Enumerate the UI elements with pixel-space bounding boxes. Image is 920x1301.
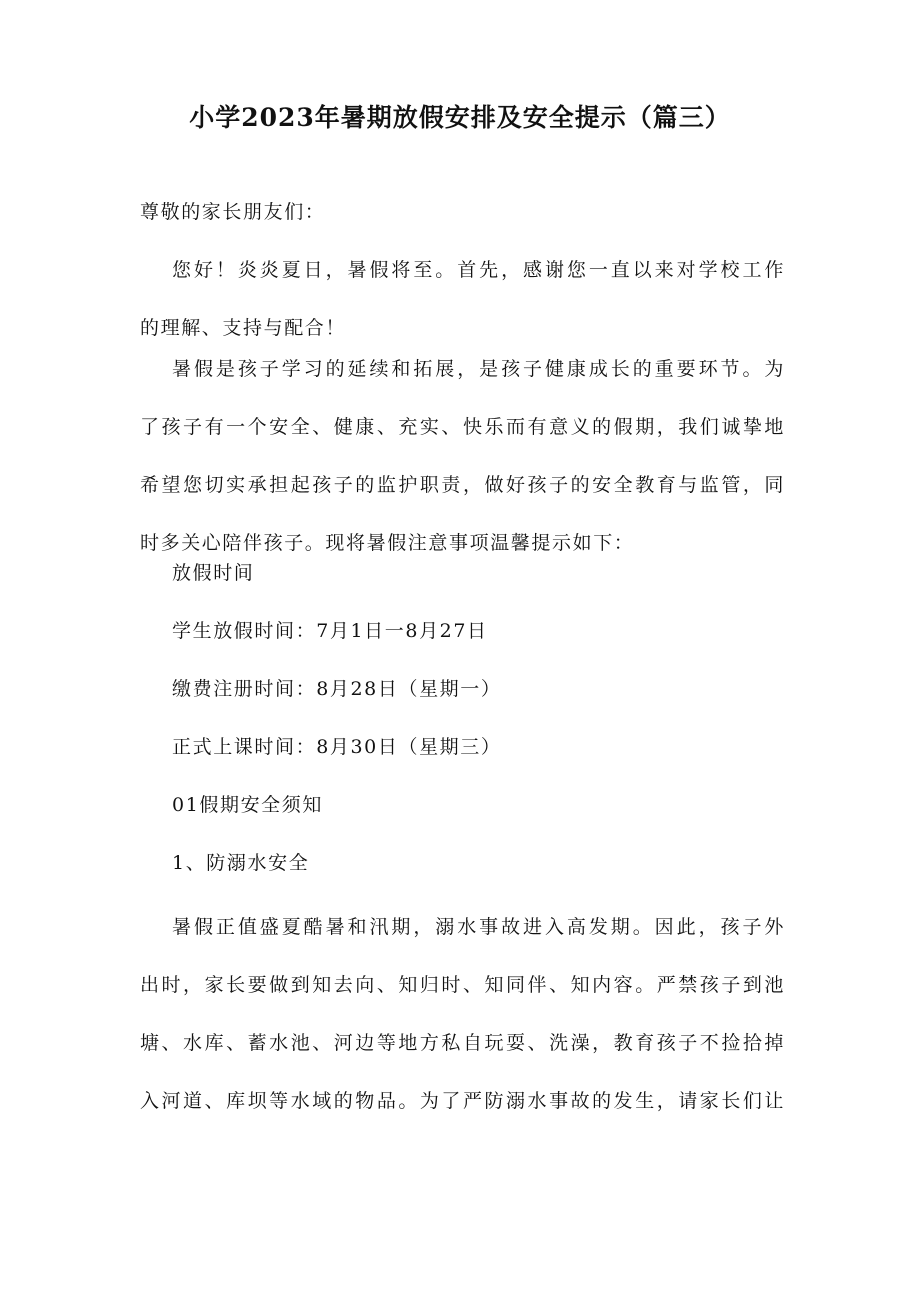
para2-line-2: 了孩子有一个安全、健康、充实、快乐而有意义的假期，我们诚挚地: [140, 416, 785, 438]
holiday-item-break: 学生放假时间：7月1日一8月27日: [172, 620, 488, 642]
holiday-item-class-start: 正式上课时间：8月30日（星期三）: [172, 736, 502, 758]
document-title: 小学2023年暑期放假安排及安全提示（篇三）: [189, 103, 731, 132]
para3-line-3: 塘、水库、蓄水池、河边等地方私自玩耍、洗澡，教育孩子不捡拾掉: [140, 1032, 785, 1054]
holiday-item-registration: 缴费注册时间：8月28日（星期一）: [172, 678, 502, 700]
para2-line-1: 暑假是孩子学习的延续和拓展，是孩子健康成长的重要环节。为: [172, 358, 785, 380]
salutation: 尊敬的家长朋友们：: [140, 201, 326, 223]
section-safety-heading: 01假期安全须知: [172, 794, 323, 816]
para1-line-2: 的理解、支持与配合！: [140, 317, 347, 339]
section-holiday-heading: 放假时间: [172, 562, 255, 584]
para3-line-1: 暑假正值盛夏酷暑和汛期，溺水事故进入高发期。因此，孩子外: [172, 916, 785, 938]
para1-line-1: 您好！炎炎夏日，暑假将至。首先，感谢您一直以来对学校工作: [172, 259, 785, 281]
para2-block: [140, 340, 785, 572]
para3-line-4: 入河道、库坝等水域的物品。为了严防溺水事故的发生，请家长们让: [140, 1090, 785, 1112]
para3-line-2: 出时，家长要做到知去向、知归时、知同伴、知内容。严禁孩子到池: [140, 974, 785, 996]
subsection-drowning-heading: 1、防溺水安全: [172, 852, 310, 874]
para3-block: [140, 898, 785, 1130]
para2-line-3: 希望您切实承担起孩子的监护职责，做好孩子的安全教育与监管，同: [140, 474, 785, 496]
para2-line-4: 时多关心陪伴孩子。现将暑假注意事项温馨提示如下：: [140, 532, 635, 554]
salutation-block: [140, 183, 785, 357]
holiday-section: [140, 544, 785, 892]
